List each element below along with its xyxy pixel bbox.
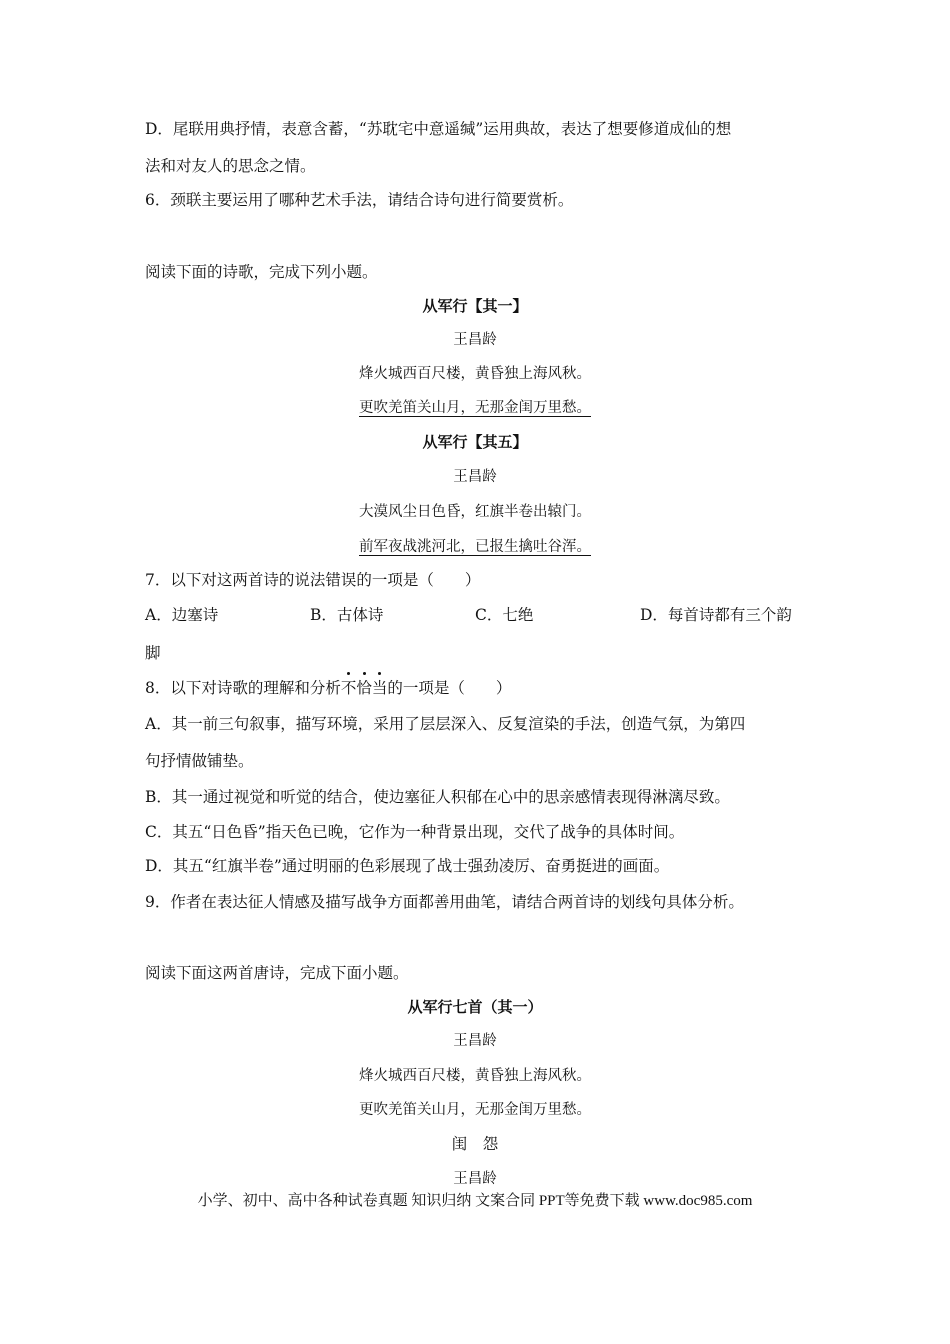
poem4-author: 王昌龄	[453, 1171, 497, 1187]
section3-intro: 阅读下面这两首唐诗，完成下面小题。	[145, 964, 409, 982]
q8-option-a-line2: 句抒情做铺垫。	[145, 752, 254, 770]
question-8-stem	[145, 678, 511, 698]
q8-option-c: C．其五“日色昏”指天色已晚，它作为一种背景出现，交代了战争的具体时间。	[145, 823, 685, 841]
question-9: 9．作者在表达征人情感及描写战争方面都善用曲笔，请结合两首诗的划线句具体分析。	[145, 893, 744, 911]
q5-option-d-line1: D．尾联用典抒情，表意含蓄，“苏耽宅中意遥缄”运用典故，表达了想要修道成仙的想	[145, 120, 732, 138]
question-7-stem: 7．以下对这两首诗的说法错误的一项是（ ）	[145, 571, 481, 589]
q7-option-d: D．每首诗都有三个韵	[640, 606, 792, 624]
poem3-line2: 更吹羌笛关山月，无那金闺万里愁。	[359, 1102, 591, 1118]
q8-emphasis-char-3: 当	[371, 679, 388, 697]
q8-stem-pre: 8．以下对诗歌的理解和分析	[145, 679, 341, 697]
poem2-line2-underlined	[0, 537, 950, 557]
q5-option-d-line2: 法和对友人的思念之情。	[145, 157, 316, 175]
poem1-line1: 烽火城西百尺楼，黄昏独上海风秋。	[359, 366, 591, 382]
q8-emphasis-char-1: 不	[340, 679, 357, 697]
section2-intro: 阅读下面的诗歌，完成下列小题。	[145, 263, 378, 281]
poem1-title: 从军行【其一】	[422, 297, 528, 315]
poem2-line2-text: 前军夜战洮河北，已报生擒吐谷浑。	[359, 539, 591, 555]
poem1-line2-underlined	[0, 398, 950, 418]
q7-option-b: B．古体诗	[310, 606, 384, 624]
poem1-line2-text: 更吹羌笛关山月，无那金闺万里愁。	[359, 400, 591, 416]
q7-option-a: A．边塞诗	[145, 606, 219, 624]
question-6: 6．颈联主要运用了哪种艺术手法，请结合诗句进行简要赏析。	[145, 191, 574, 209]
q8-emphasis-char-2: 恰	[356, 679, 372, 697]
poem2-title: 从军行【其五】	[422, 433, 528, 451]
poem3-title: 从军行七首（其一）	[407, 998, 543, 1016]
q8-option-d: D．其五“红旗半卷”通过明丽的色彩展现了战士强劲凌厉、奋勇挺进的画面。	[145, 857, 670, 875]
q8-stem-post: 的一项是（ ）	[387, 679, 512, 697]
poem2-author: 王昌龄	[453, 469, 497, 485]
poem3-line1: 烽火城西百尺楼，黄昏独上海风秋。	[359, 1068, 591, 1084]
poem4-title: 闺 怨	[451, 1135, 499, 1153]
poem1-author: 王昌龄	[453, 332, 497, 348]
poem2-line1: 大漠风尘日色昏，红旗半卷出辕门。	[359, 504, 591, 520]
poem3-author: 王昌龄	[453, 1033, 497, 1049]
q7-option-c: C．七绝	[475, 606, 534, 624]
q8-option-b: B．其一通过视觉和听觉的结合，使边塞征人积郁在心中的思亲感情表现得淋漓尽致。	[145, 788, 730, 806]
page-footer: 小学、初中、高中各种试卷真题 知识归纳 文案合同 PPT等免费下载 www.doc985.com	[197, 1193, 753, 1209]
q8-option-a-line1: A．其一前三句叙事，描写环境，采用了层层深入、反复渲染的手法，创造气氛，为第四	[145, 715, 746, 733]
q7-option-d-cont: 脚	[145, 644, 161, 662]
